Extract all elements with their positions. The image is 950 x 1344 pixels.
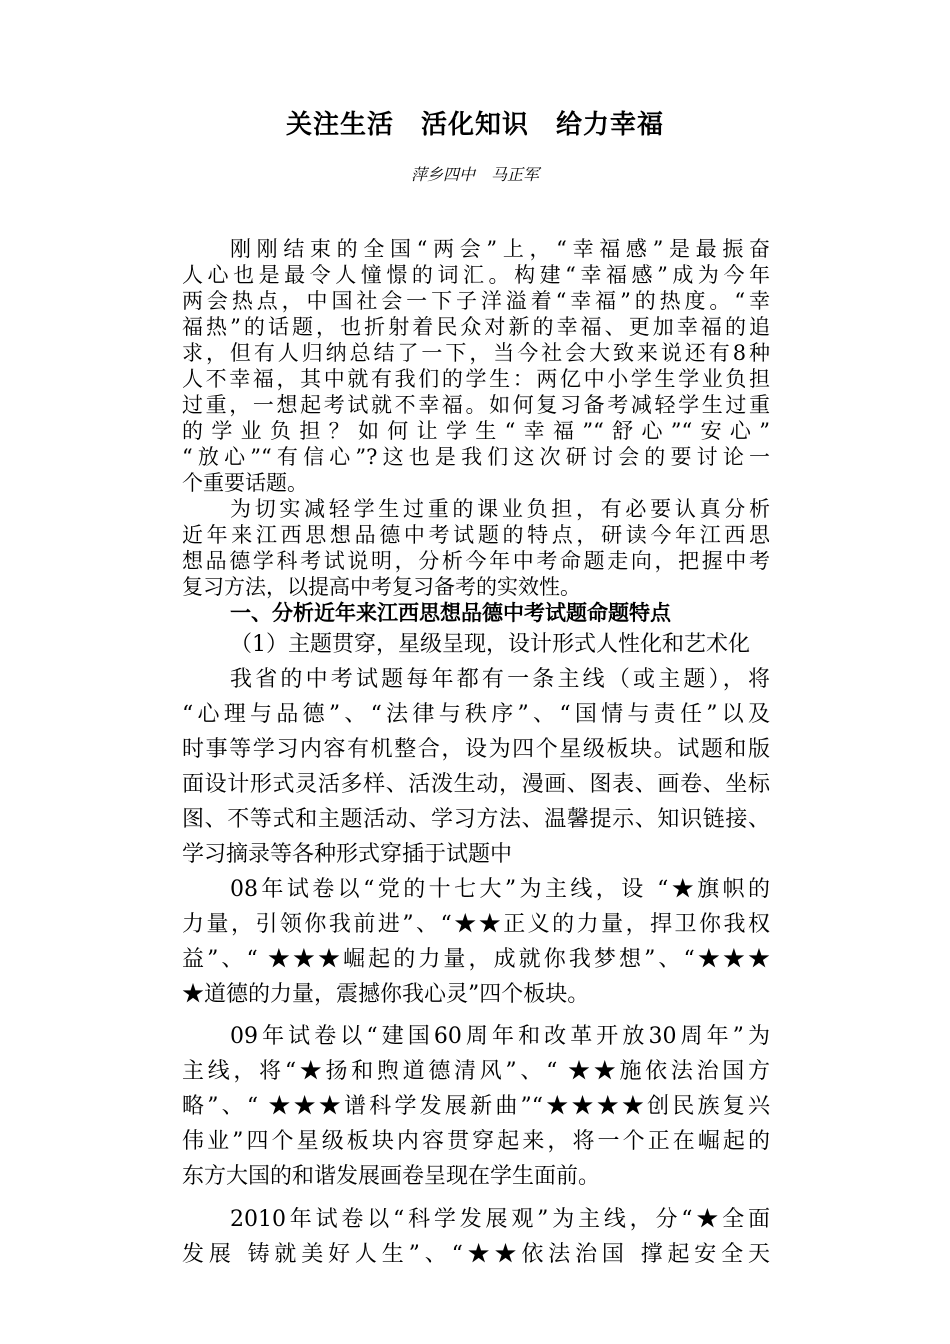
subsection-heading: （1）主题贯穿，星级呈现，设计形式人性化和艺术化	[230, 632, 750, 657]
paragraph-line: 力量，引领你我前进”、“★★正义的力量，捍卫你我权	[182, 912, 770, 937]
paragraph-line: 求，但有人归纳总结了一下，当今社会大致来说还有8种	[182, 341, 770, 365]
paragraph-line: 面设计形式灵活多样、活泼生动，漫画、图表、画卷、坐标	[182, 772, 770, 797]
paragraph-line: 09年试卷以“建国60周年和改革开放30周年”为	[230, 1024, 770, 1049]
paragraph-line: 2010年试卷以“科学发展观”为主线，分“★全面	[230, 1207, 770, 1232]
paragraph-line: 的学业负担？如何让学生“幸福”“舒心”“安心”	[182, 419, 770, 443]
paragraph-line: 福热”的话题，也折射着民众对新的幸福、更加幸福的追	[182, 315, 770, 339]
paragraph-line: 刚刚结束的全国“两会”上，“幸福感”是最振奋	[230, 237, 770, 261]
paragraph-line: 人不幸福，其中就有我们的学生：两亿中小学生学业负担	[182, 367, 770, 391]
paragraph-line: 东方大国的和谐发展画卷呈现在学生面前。	[182, 1164, 601, 1189]
document-title: 关注生活 活化知识 给力幸福	[285, 110, 664, 140]
paragraph-line: 主线，将“★扬和煦道德清风”、“ ★★施依法治国方	[182, 1059, 770, 1084]
paragraph-line: 略”、“ ★★★谱科学发展新曲”“★★★★创民族复兴	[182, 1094, 770, 1119]
paragraph-line: 时事等学习内容有机整合，设为四个星级板块。试题和版	[182, 737, 770, 762]
paragraph-line: 近年来江西思想品德中考试题的特点，研读今年江西思	[182, 523, 770, 547]
section-heading: 一、分析近年来江西思想品德中考试题命题特点	[230, 601, 671, 625]
paragraph-line: 08年试卷以“党的十七大”为主线，设 “★旗帜的	[230, 877, 770, 902]
paragraph-line: 图、不等式和主题活动、学习方法、温馨提示、知识链接、	[182, 807, 770, 832]
author-line: 萍乡四中 马正军	[410, 165, 539, 184]
paragraph-line: “放心”“有信心”?这也是我们这次研讨会的要讨论一	[182, 445, 770, 469]
paragraph-line: “心理与品德”、“法律与秩序”、“国情与责任”以及	[182, 702, 770, 727]
paragraph-line: 益”、“ ★★★崛起的力量，成就你我梦想”、“★★★	[182, 947, 770, 972]
paragraph-line: 过重，一想起考试就不幸福。如何复习备考减轻学生过重	[182, 393, 770, 417]
paragraph-line: 发展 铸就美好人生”、“★★依法治国 撑起安全天	[182, 1242, 770, 1267]
paragraph-line: 个重要话题。	[182, 471, 308, 495]
paragraph-line: 想品德学科考试说明，分析今年中考命题走向，把握中考	[182, 549, 770, 573]
paragraph-line: 学习摘录等各种形式穿插于试题中	[182, 842, 513, 867]
paragraph-line: 复习方法，以提高中考复习备考的实效性。	[182, 575, 581, 599]
paragraph-line: 人心也是最令人憧憬的词汇。构建“幸福感”成为今年	[182, 263, 770, 287]
paragraph-line: 我省的中考试题每年都有一条主线（或主题），将	[230, 667, 770, 692]
paragraph-line: ★道德的力量，震撼你我心灵”四个板块。	[182, 982, 590, 1007]
paragraph-line: 伟业”四个星级板块内容贯穿起来，将一个正在崛起的	[182, 1129, 770, 1154]
paragraph-line: 为切实减轻学生过重的课业负担，有必要认真分析	[230, 497, 770, 521]
paragraph-line: 两会热点，中国社会一下子洋溢着“幸福”的热度。“幸	[182, 289, 770, 313]
